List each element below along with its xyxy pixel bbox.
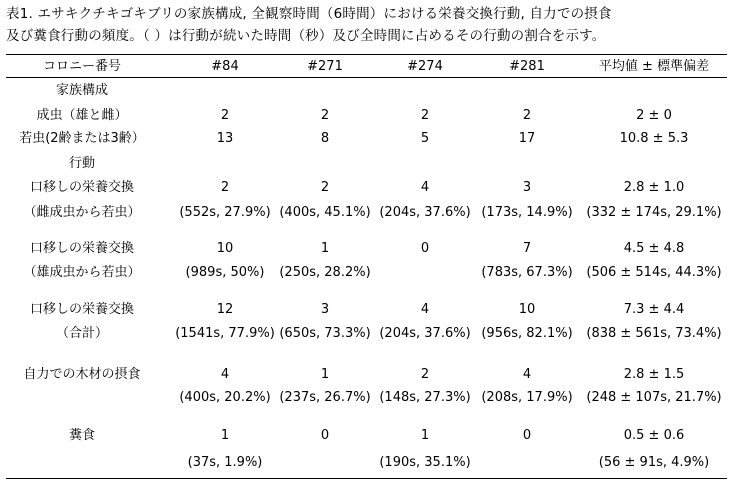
value-cell: 7: [522, 241, 532, 256]
value-cell: 3: [320, 302, 330, 317]
value-cell: 2.8 ± 1.0: [623, 180, 685, 195]
header-colony-number: コロニー番号: [42, 59, 122, 74]
value-cell: 13: [216, 131, 234, 146]
row-label: 口移しの栄養交換: [29, 241, 135, 256]
value-cell: 5: [420, 131, 430, 146]
value-cell: 1: [320, 241, 330, 256]
row-label: 口移しの栄養交換: [29, 302, 135, 317]
value-cell: (332 ± 174s, 29.1%): [586, 205, 722, 220]
value-cell: 10.8 ± 5.3: [619, 131, 689, 146]
value-cell: 0: [420, 241, 430, 256]
header-rule: [6, 77, 727, 78]
value-cell: 2 ± 0: [636, 108, 672, 123]
value-cell: 12: [216, 302, 234, 317]
section-behavior: 行動: [68, 156, 96, 171]
header-col-274: #274: [407, 59, 443, 74]
value-cell: (190s, 35.1%): [379, 455, 471, 470]
value-cell: 4: [522, 367, 532, 382]
row-label: 口移しの栄養交換: [29, 180, 135, 195]
value-cell: (552s, 27.9%): [179, 205, 271, 220]
value-cell: 17: [518, 131, 536, 146]
value-cell: (400s, 45.1%): [279, 205, 371, 220]
value-cell: (989s, 50%): [185, 265, 265, 280]
row-label: 若虫(2齢または3齢）: [19, 131, 145, 146]
value-cell: 2: [220, 108, 230, 123]
value-cell: 8: [320, 131, 330, 146]
value-cell: (237s, 26.7%): [279, 390, 371, 405]
caption-line-2: 及び糞食行動の頻度。（ ）は行動が続いた時間（秒）及び全時間に占めるその行動の割合を示す。: [6, 28, 606, 44]
value-cell: (204s, 37.6%): [379, 326, 471, 341]
value-cell: 10: [216, 241, 234, 256]
value-cell: (783s, 67.3%): [481, 265, 573, 280]
value-cell: 1: [420, 428, 430, 443]
table-top-rule: [6, 54, 727, 55]
value-cell: (204s, 37.6%): [379, 205, 471, 220]
value-cell: 4: [220, 367, 230, 382]
row-label: 自力での木材の摂食: [23, 367, 141, 382]
value-cell: (956s, 82.1%): [481, 326, 573, 341]
row-label: 糞食: [68, 428, 96, 443]
value-cell: (148s, 27.3%): [379, 390, 471, 405]
header-mean-sd: 平均値 ± 標準偏差: [598, 59, 710, 74]
value-cell: (1541s, 77.9%): [175, 326, 275, 341]
value-cell: (506 ± 514s, 44.3%): [586, 265, 722, 280]
header-col-281: #281: [509, 59, 545, 74]
value-cell: (173s, 14.9%): [481, 205, 573, 220]
value-cell: 2: [320, 180, 330, 195]
value-cell: (650s, 73.3%): [279, 326, 371, 341]
value-cell: 1: [220, 428, 230, 443]
value-cell: 4: [420, 302, 430, 317]
value-cell: (248 ± 107s, 21.7%): [586, 390, 722, 405]
value-cell: 0: [320, 428, 330, 443]
value-cell: 3: [522, 180, 532, 195]
value-cell: 2: [420, 108, 430, 123]
value-cell: 1: [320, 367, 330, 382]
value-cell: 2: [320, 108, 330, 123]
value-cell: 4.5 ± 4.8: [623, 241, 685, 256]
value-cell: (838 ± 561s, 73.4%): [586, 326, 722, 341]
value-cell: 2.8 ± 1.5: [623, 367, 685, 382]
row-label: 成虫（雄と雌）: [36, 108, 128, 123]
value-cell: (400s, 20.2%): [179, 390, 271, 405]
value-cell: (208s, 17.9%): [481, 390, 573, 405]
row-label: （雄成虫から若虫）: [23, 265, 141, 280]
value-cell: (56 ± 91s, 4.9%): [598, 455, 710, 470]
value-cell: (37s, 1.9%): [187, 455, 263, 470]
value-cell: 2: [522, 108, 532, 123]
value-cell: 4: [420, 180, 430, 195]
table-caption: [6, 3, 728, 47]
value-cell: 7.3 ± 4.4: [623, 302, 685, 317]
value-cell: 0: [522, 428, 532, 443]
value-cell: 10: [518, 302, 536, 317]
value-cell: (250s, 28.2%): [279, 265, 371, 280]
header-col-271: #271: [307, 59, 343, 74]
caption-line-1: 表1. エサキクチキゴキブリの家族構成, 全観察時間（6時間）における栄養交換行動, 自力での摂食: [6, 6, 612, 22]
row-label: （雌成虫から若虫）: [23, 205, 141, 220]
section-family-composition: 家族構成: [55, 83, 109, 98]
row-label: （合計）: [55, 326, 109, 341]
table-bottom-rule: [6, 478, 727, 479]
value-cell: 2: [220, 180, 230, 195]
value-cell: 0.5 ± 0.6: [623, 428, 685, 443]
header-col-84: #84: [211, 59, 239, 74]
value-cell: 2: [420, 367, 430, 382]
